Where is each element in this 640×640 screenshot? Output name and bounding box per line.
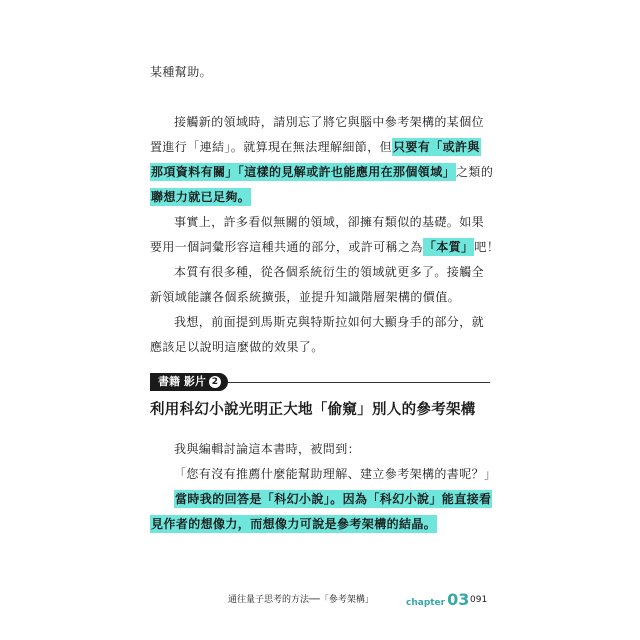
paragraph-line: 某種幫助。 <box>150 65 213 79</box>
highlighted-text: 只要有「或許與 <box>393 140 480 154</box>
paragraph-text: 之類的 <box>456 165 494 179</box>
paragraph-line <box>150 160 494 185</box>
paragraph-line: 我想，前面提到馬斯克與特斯拉如何大顯身手的部分，就 <box>174 315 485 329</box>
paragraph-line <box>150 235 500 260</box>
paragraph-line: 新領域能讓各個系統擴張，並提升知識階層架構的價值。 <box>150 290 461 304</box>
paragraph-line: 應該足以說明這麼做的效果了。 <box>150 340 324 354</box>
paragraph-text: 要用一個詞彙形容這種共通的部分，或許可稱之為 <box>150 240 423 254</box>
highlighted-text: 聯想力就已足夠。 <box>151 190 251 204</box>
highlighted-text: 那項資料有關」「這樣的見解或許也能應用在那個領域」 <box>151 165 456 179</box>
chapter-label: chapter <box>406 598 446 608</box>
paragraph-text: 置進行「連結」。就算現在無法理解細節，但 <box>150 140 393 154</box>
body-text-section <box>150 437 497 537</box>
paragraph-line: 事實上，許多看似無關的領域，卻擁有類似的基礎。如果 <box>174 215 485 229</box>
paragraph-line: 接觸新的領域時，請別忘了將它與腦中參考架構的某個位 <box>174 115 485 129</box>
section-header-bar <box>150 373 490 391</box>
highlighted-text: 「本質」 <box>423 240 474 254</box>
running-title: 通往量子思考的方法──「參考架構」 <box>228 595 374 605</box>
section-divider <box>228 382 490 383</box>
paragraph-line: 本質有很多種，從各個系統衍生的領域就更多了。接觸全 <box>174 265 485 279</box>
section-title: 利用科幻小說光明正大地「偷窺」別人的參考架構 <box>150 402 476 418</box>
section-number-badge: 2 <box>209 376 221 388</box>
highlighted-text: 當時我的回答是「科幻小說」。因為「科幻小說」能直接看 <box>175 492 492 506</box>
chapter-marker <box>406 591 469 609</box>
paragraph-line: 我與編輯討論這本書時，被問到： <box>174 442 361 456</box>
page-number: 091 <box>470 595 488 605</box>
paragraph-line: 「您有沒有推薦什麼能幫助理解、建立參考架構的書呢？」 <box>174 467 497 481</box>
paragraph-text: 吧！ <box>474 240 500 254</box>
chapter-number: 03 <box>447 590 470 609</box>
section-badge-label: 書籍 影片 <box>158 375 206 388</box>
blank-line <box>150 85 490 110</box>
paragraph-line <box>150 135 490 160</box>
paragraph-line <box>150 512 490 537</box>
section-badge <box>150 373 228 391</box>
highlighted-text: 見作者的想像力，而想像力可說是參考架構的結晶。 <box>151 517 437 531</box>
paragraph-line <box>150 487 490 512</box>
body-text-top <box>150 60 500 360</box>
paragraph-line <box>150 185 490 210</box>
